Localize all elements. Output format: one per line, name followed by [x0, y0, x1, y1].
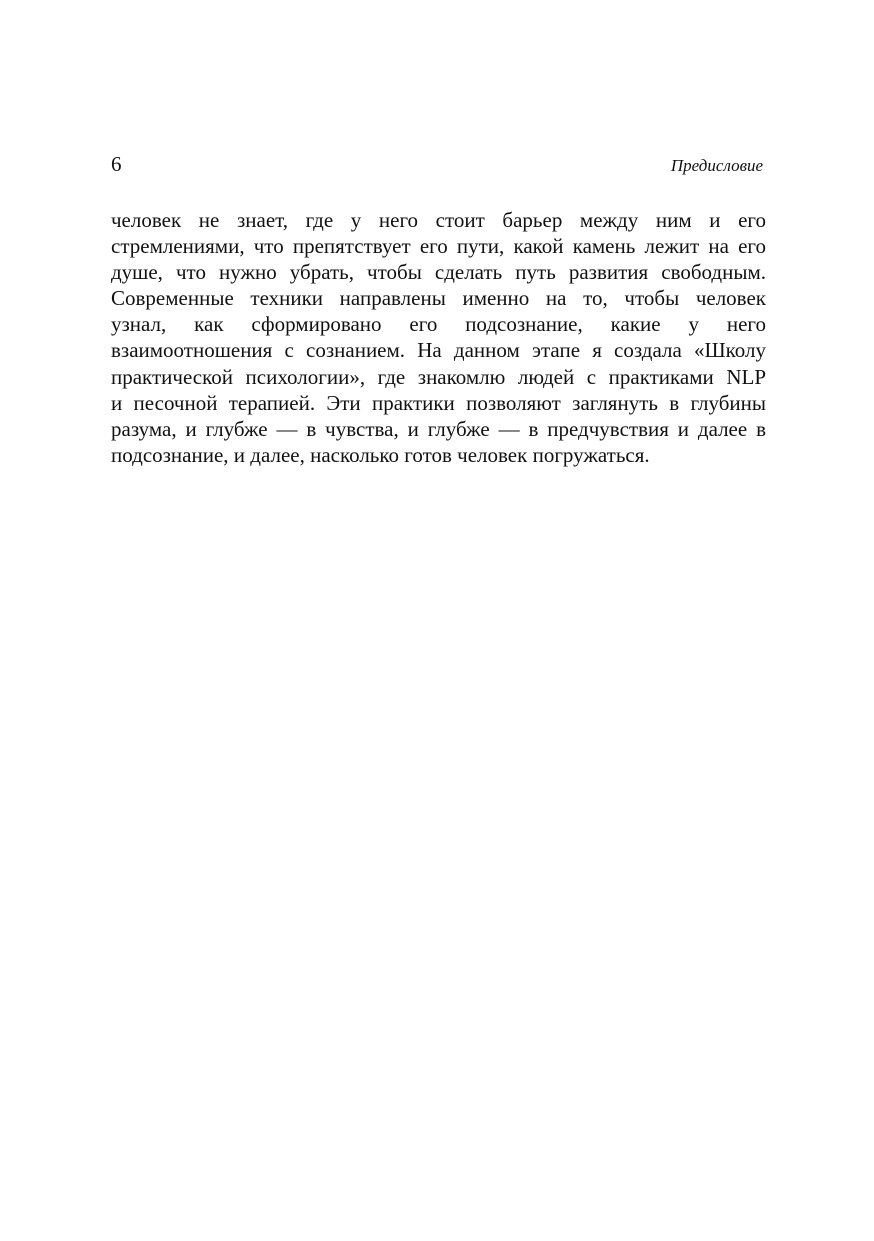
running-header [111, 151, 763, 179]
text-line: подсознание, и далее, насколько готов человек погружаться. [111, 442, 650, 467]
text-line: и песочной терапией. Эти практики позволяют заглянуть в глубины [111, 390, 766, 415]
text-line: человек не знает, где у него стоит барьер между ним и его [111, 208, 766, 232]
text-line: узнал, как сформировано его подсознание, какие у него [111, 312, 766, 337]
text-line: взаимоотношения с сознанием. На данном этапе я создала «Школу [111, 338, 766, 363]
page-number: 6 [111, 152, 122, 176]
text-line: Современные техники направлены именно на то, чтобы человек [111, 286, 766, 311]
text-line: разума, и глубже — в чувства, и глубже — в предчувствия и далее в [111, 416, 766, 441]
body-paragraph [111, 207, 766, 468]
text-line: стремлениями, что препятствует его пути, какой камень лежит на его [111, 234, 766, 259]
section-title: Предисловие [670, 156, 763, 175]
text-line: душе, что нужно убрать, чтобы сделать путь развития свободным. [111, 260, 766, 285]
text-line: практической психологии», где знакомлю людей с практиками NLP [111, 364, 766, 389]
